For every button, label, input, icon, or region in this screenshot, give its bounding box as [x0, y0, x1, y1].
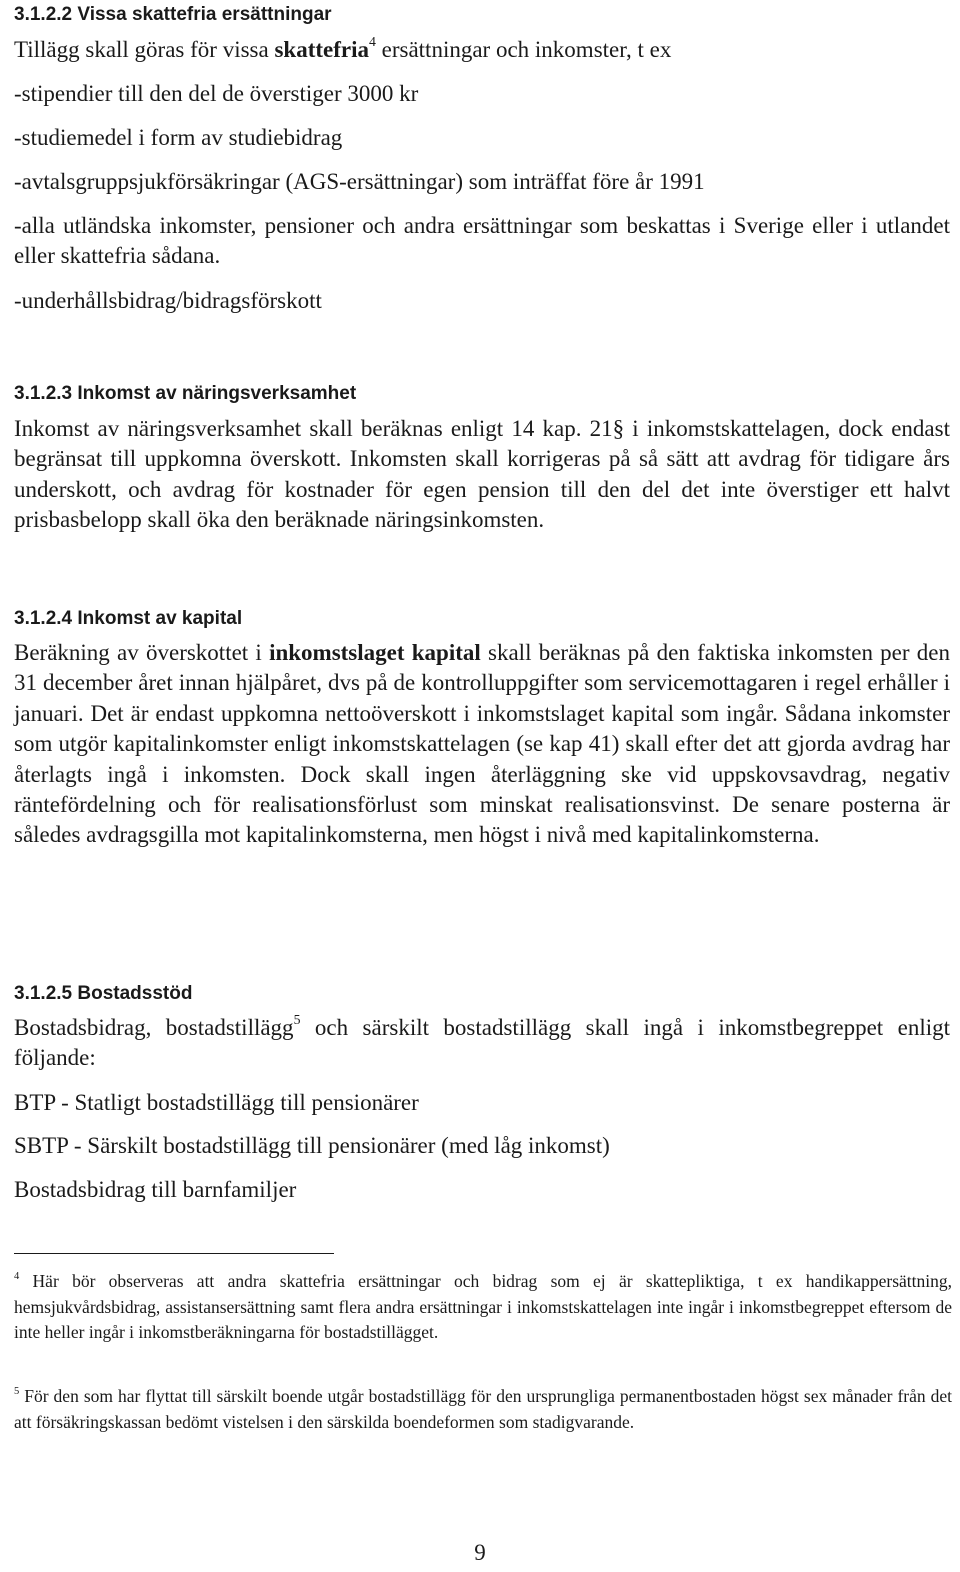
section-heading-skattefria: 3.1.2.2 Vissa skattefria ersättningar — [14, 4, 332, 25]
intro-line-skattefria — [14, 35, 671, 65]
footnote-ref-4: 4 — [368, 34, 376, 50]
footnote-ref-5: 5 — [293, 1012, 301, 1028]
footnote-5-number: 5 — [14, 1385, 20, 1397]
section-heading-bostadsstod: 3.1.2.5 Bostadsstöd — [14, 983, 193, 1004]
footnote-4 — [14, 1269, 952, 1346]
list-item-underhallsbidrag: -underhållsbidrag/bidragsförskott — [14, 288, 322, 313]
page-number: 9 — [474, 1540, 486, 1565]
paragraph-kapital — [14, 638, 950, 851]
list-item-bostadsbidrag: Bostadsbidrag till barnfamiljer — [14, 1177, 297, 1202]
kapital-bold-term: inkomstslaget kapital — [269, 640, 481, 665]
kapital-text-b: skall beräknas på den faktiska inkomsten per den 31 december året innan hjälpåret, dvs på de kontrolluppgifter som servicemottagaren i regel erhåller i januari. Det är endast uppkomna nettoöverskott i inkomstslaget kapital som ingår. Sådana inkomster som utgör kapitalinkomster enligt inkomstskattelagen (se kap 41) skall efter det att gjorda avdrag har återlagts ingå i inkomsten. Dock skall ingen återläggning ske vid uppskovsavdrag, negativ räntefördelning och för realisationsförlust som minskat realisationsvinst. De senare posterna är således avdragsgilla mot kapitalinkomsterna, men högst i nivå med kapitalinkomsterna. — [14, 640, 950, 848]
paragraph-bostadsstod — [14, 1013, 950, 1074]
intro-bold-term: skattefria — [274, 37, 369, 62]
intro-text-a: Tillägg skall göras för vissa — [14, 37, 275, 62]
footnote-5 — [14, 1384, 952, 1435]
section-heading-naringsverksamhet: 3.1.2.3 Inkomst av näringsverksamhet — [14, 383, 357, 404]
bostad-text-a: Bostadsbidrag, bostadstillägg — [14, 1015, 294, 1040]
list-item-sbtp: SBTP - Särskilt bostadstillägg till pensionärer (med låg inkomst) — [14, 1133, 610, 1158]
paragraph-naringsverksamhet: Inkomst av näringsverksamhet skall beräknas enligt 14 kap. 21§ i inkomstskattelagen, dock endast begränsat till uppkomna överskott. Inkomsten skall korrigeras på så sätt att avdrag för tidigare års underskott, och avdrag för kostnader för egen pension till den del det inte överstiger ett halvt prisbasbelopp skall öka den beräknade näringsinkomsten. — [14, 416, 950, 533]
list-item-ags: -avtalsgruppsjukförsäkringar (AGS-ersättningar) som inträffat före år 1991 — [14, 169, 705, 194]
list-item-stipendier: -stipendier till den del de överstiger 3000 kr — [14, 81, 419, 106]
list-item-studiemedel: -studiemedel i form av studiebidrag — [14, 125, 343, 150]
footnote-separator — [14, 1253, 334, 1254]
section-heading-kapital: 3.1.2.4 Inkomst av kapital — [14, 608, 243, 629]
kapital-text-a: Beräkning av överskottet i — [14, 640, 270, 665]
bostad-text-b: och särskilt bostadstillägg skall ingå i inkomstbegreppet enligt följande: — [14, 1015, 950, 1071]
list-item-utlandska: -alla utländska inkomster, pensioner och andra ersättningar som beskattas i Sverige eller i utlandet eller skattefria sådana. — [14, 213, 950, 269]
intro-text-b: ersättningar och inkomster, t ex — [375, 37, 672, 62]
footnote-4-number: 4 — [14, 1270, 20, 1282]
footnote-4-text: Här bör observeras att andra skattefria ersättningar och bidrag som ej är skattepliktiga, t ex handikappersättning, hemsjukvårdsbidrag, assistansersättning samt flera andra ersättningar i inkomstskattelagen inte ingår i inkomstbegreppet eftersom de inte heller ingår i inkomstberäkningarna för bostadstillägget. — [14, 1271, 953, 1342]
footnote-5-text: För den som har flyttat till särskilt boende utgår bostadstillägg för den ursprungliga permanentbostaden högst sex månader från det att försäkringskassan bedömt vistelsen i den särskilda boendeformen som stadigvarande. — [14, 1386, 952, 1432]
list-item-btp: BTP - Statligt bostadstillägg till pensionärer — [14, 1090, 419, 1115]
